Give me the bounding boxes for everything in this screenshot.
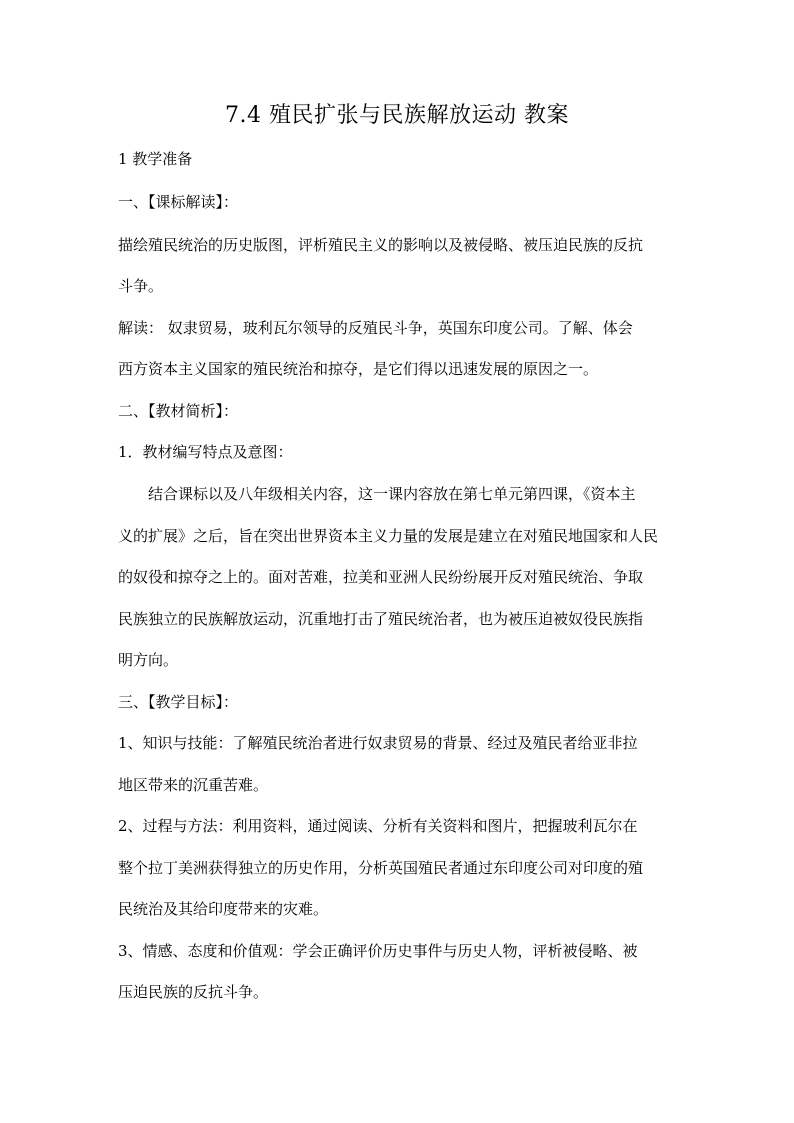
paragraph-line: 民族独立的民族解放运动，沉重地打击了殖民统治者，也为被压迫被奴役民族指: [118, 610, 644, 628]
paragraph-line: 地区带来的沉重苦难。: [118, 776, 269, 794]
paragraph-line: 西方资本主义国家的殖民统治和掠夺，是它们得以迅速发展的原因之一。: [118, 360, 599, 378]
section-heading-textbook: 二、【教材简析】：: [118, 402, 239, 420]
paragraph-line: 整个拉丁美洲获得独立的历史作用，分析英国殖民者通过东印度公司对印度的殖: [118, 859, 644, 877]
section-heading-curriculum: 一、【课标解读】：: [118, 193, 239, 211]
paragraph-line: 义的扩展》之后，旨在突出世界资本主义力量的发展是建立在对殖民地国家和人民: [118, 527, 659, 545]
paragraph-line: 明方向。: [118, 651, 179, 669]
paragraph-line: 结合课标以及八年级相关内容，这一课内容放在第七单元第四课，《资本主: [148, 485, 636, 503]
paragraph-line: 斗争。: [118, 277, 164, 295]
paragraph-line: 描绘殖民统治的历史版图，评析殖民主义的影响以及被侵略、被压迫民族的反抗: [118, 236, 644, 254]
paragraph-line: 压迫民族的反抗斗争。: [118, 983, 269, 1001]
paragraph-line: 3、情感、态度和价值观：学会正确评价历史事件与历史人物，评析被侵略、被: [118, 942, 638, 960]
subheading-intent: 1．教材编写特点及意图：: [118, 443, 293, 461]
paragraph-line: 的奴役和掠夺之上的。面对苦难，拉美和亚洲人民纷纷展开反对殖民统治、争取: [118, 568, 644, 586]
paragraph-line: 2、过程与方法：利用资料，通过阅读、分析有关资料和图片，把握玻利瓦尔在: [118, 817, 638, 835]
paragraph-line: 民统治及其给印度带来的灾难。: [118, 900, 329, 918]
section-heading-teaching-prep: 1 教学准备: [118, 150, 193, 168]
paragraph-line: 解读： 奴隶贸易，玻利瓦尔领导的反殖民斗争，英国东印度公司。了解、体会: [118, 319, 633, 337]
paragraph-line: 1、知识与技能：了解殖民统治者进行奴隶贸易的背景、经过及殖民者给亚非拉: [118, 734, 638, 752]
document-title: 7.4 殖民扩张与民族解放运动 教案: [225, 103, 569, 128]
section-heading-objectives: 三、【教学目标】：: [118, 693, 239, 711]
